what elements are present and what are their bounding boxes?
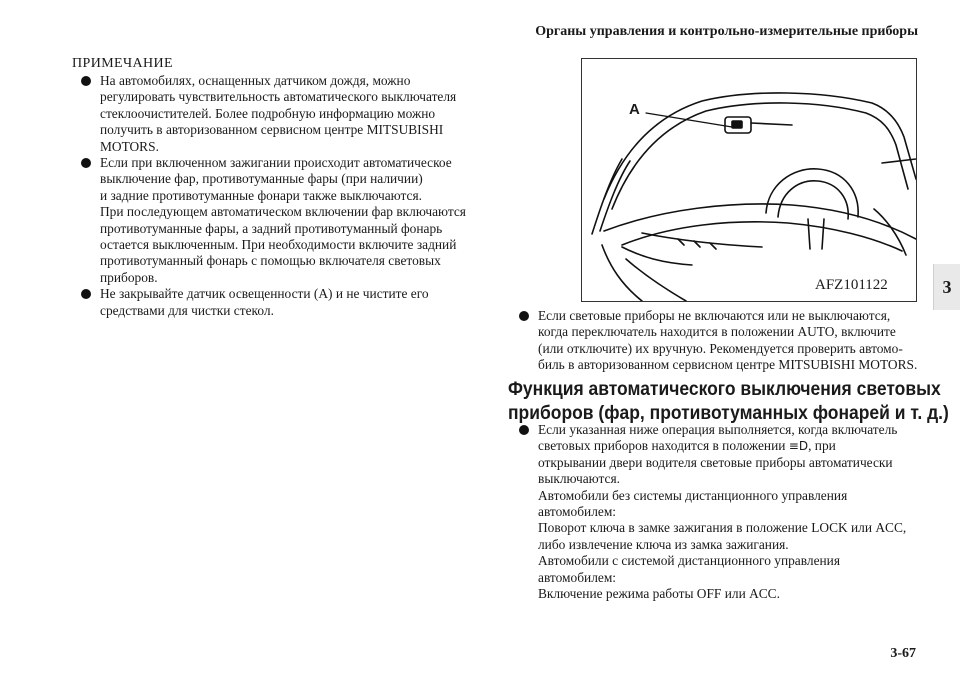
bullet-icon	[81, 289, 91, 299]
headlight-switch-icon: ≡D	[788, 439, 809, 454]
text-line: Если световые приборы не включаются или не выключаются,	[538, 308, 891, 323]
text-line: противотуманные фары, а задний противотуманный фонарь	[100, 220, 443, 236]
note-block	[72, 56, 482, 319]
text-line: когда переключатель находится в положении AUTO, включите	[538, 324, 896, 340]
text-line: (или отключите) их вручную. Рекомендуется проверить автомо-	[538, 340, 903, 356]
text-line: выключение фар, противотуманные фары (при наличии)	[100, 171, 423, 187]
note-item	[510, 308, 930, 374]
text-line: Автомобили без системы дистанционного управления	[538, 487, 848, 503]
note-item	[72, 286, 482, 319]
section-title	[508, 378, 949, 426]
text-line: и задние противотуманные фонари также выключаются.	[100, 187, 422, 203]
text-line: стеклоочистителей. Более подробную информацию можно	[100, 105, 436, 121]
note-label: ПРИМЕЧАНИЕ	[72, 56, 173, 71]
text-line: приборов.	[100, 269, 158, 285]
section-list	[510, 422, 930, 602]
auto-note-block	[510, 308, 930, 374]
text-line: MOTORS.	[100, 138, 159, 154]
bullet-icon	[519, 311, 529, 321]
section-item	[510, 422, 930, 602]
windshield-figure	[581, 58, 917, 302]
text-line: автомобилем:	[538, 504, 617, 520]
text-fragment: , при	[808, 438, 836, 454]
note-item	[72, 155, 482, 286]
note-item	[72, 73, 482, 155]
text-line: остается выключенным. При необходимости включите задний	[100, 237, 457, 253]
text-line: Не закрывайте датчик освещенности (A) и не чистите его	[100, 286, 429, 302]
section-title-line: приборов (фар, противотуманных фонарей и т. д.)	[508, 403, 949, 424]
sensor-label-a: A	[629, 101, 640, 118]
page-number: 3-67	[890, 646, 916, 661]
text-line: получить в авторизованном сервисном центре MITSUBISHI	[100, 122, 444, 138]
auto-note-list	[510, 308, 930, 374]
text-line: либо извлечение ключа из замка зажигания.	[538, 536, 789, 552]
chapter-tab: 3	[933, 264, 960, 310]
text-line: Включение режима работы OFF или ACC.	[538, 586, 780, 602]
text-line: противотуманный фонарь с помощью включателя световых	[100, 253, 441, 269]
text-fragment: световых приборов находится в положении	[538, 438, 789, 454]
text-line: Автомобили с системой дистанционного управления	[538, 553, 841, 569]
bullet-icon	[519, 425, 529, 435]
text-line: На автомобилях, оснащенных датчиком дождя, можно	[100, 73, 411, 88]
text-line: Если при включенном зажигании происходит автоматическое	[100, 155, 452, 171]
text-line: регулировать чувствительность автоматического выключателя	[100, 89, 457, 105]
text-line: открывании двери водителя световые приборы автоматически	[538, 454, 893, 470]
text-line: Поворот ключа в замке зажигания в положение LOCK или ACC,	[538, 520, 907, 536]
text-line	[538, 438, 930, 454]
bullet-icon	[81, 158, 91, 168]
note-list	[72, 73, 482, 319]
bullet-icon	[81, 76, 91, 86]
text-line: Если указанная ниже операция выполняется, когда включатель	[538, 422, 898, 437]
text-line: При последующем автоматическом включении фар включаются	[100, 204, 466, 220]
page-header: Органы управления и контрольно-измерительные приборы	[535, 24, 918, 39]
section-title-line: Функция автоматического выключения световых	[508, 379, 941, 400]
figure-caption: AFZ101122	[812, 277, 891, 294]
text-line: автомобилем:	[538, 569, 617, 585]
text-line: биль в авторизованном сервисном центре MITSUBISHI MOTORS.	[538, 357, 918, 373]
section-body	[510, 422, 930, 602]
text-line: выключаются.	[538, 471, 620, 487]
windshield-sensor-illustration-icon	[582, 59, 916, 301]
text-line: средствами для чистки стекол.	[100, 302, 274, 318]
